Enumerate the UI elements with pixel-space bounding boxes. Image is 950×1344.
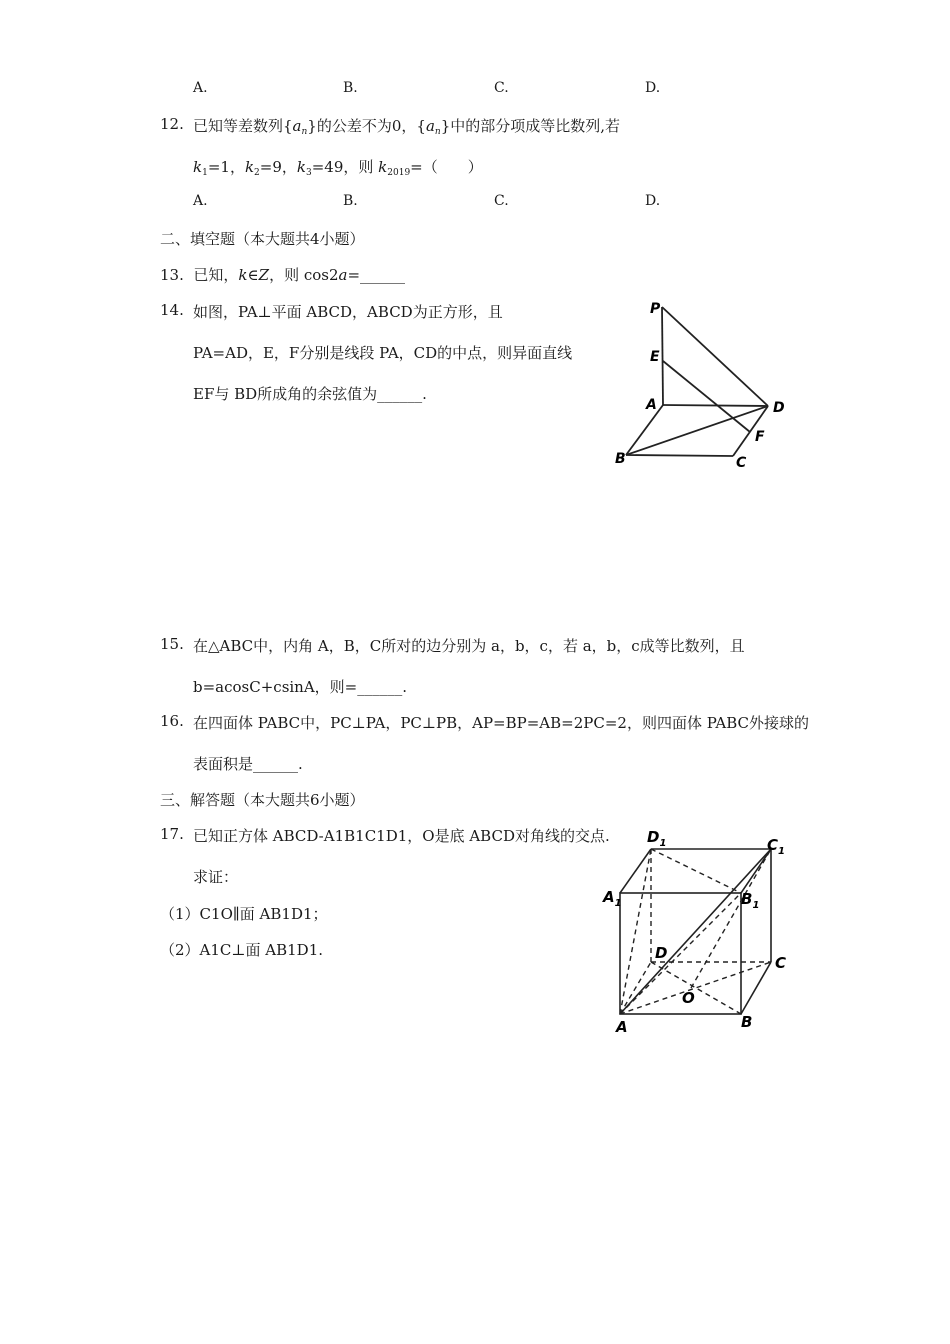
question-text-line3: EF与 BD所成角的余弦值为______. xyxy=(193,385,427,403)
section-heading-fill-in: 二、填空题（本大题共4小题） xyxy=(160,230,365,248)
question-text-line1: 已知等差数列$\{a_n\}$的公差不为0，$\{a_n\}$中的部分项成等比数列,若 xyxy=(193,117,621,137)
question-text-line1: 如图，PA⊥平面 ABCD，ABCD为正方形，且 xyxy=(193,303,503,321)
label-c: C xyxy=(736,455,747,471)
label-b: B xyxy=(615,451,626,467)
q11-option-d: D. xyxy=(645,80,661,96)
section-heading-answer: 三、解答题（本大题共6小题） xyxy=(160,791,365,809)
edge-ab xyxy=(626,405,663,455)
question-text-line2: 表面积是______. xyxy=(193,755,303,773)
prove-label: 求证： xyxy=(193,868,239,886)
question-number: 17. xyxy=(160,825,184,843)
edge-b1c1 xyxy=(741,849,771,893)
proof-item-1: （1）C1O∥面 AB1D1； xyxy=(160,905,328,923)
hidden-ab1 xyxy=(620,893,741,1014)
hidden-diagonal-bd xyxy=(651,962,741,1014)
label-p: P xyxy=(650,301,661,317)
edge-ad xyxy=(663,405,768,406)
edge-pd xyxy=(662,307,768,406)
q12-option-a: A. xyxy=(193,193,208,209)
edge-bc xyxy=(626,455,733,456)
diagonal-ac1 xyxy=(620,849,771,1014)
label-a: A xyxy=(616,1018,628,1036)
question-number: 13. xyxy=(160,266,184,284)
label-e: E xyxy=(650,349,660,365)
q11-option-a: A. xyxy=(193,80,208,96)
hidden-b1d1 xyxy=(651,849,741,893)
question-text-line2: PA=AD，E，F分别是线段 PA，CD的中点，则异面直线 xyxy=(193,344,573,362)
q11-option-c: C. xyxy=(494,80,509,96)
question-number: 15. xyxy=(160,635,184,653)
label-d1: $D_1$ xyxy=(647,828,667,849)
q12-option-b: B. xyxy=(343,193,358,209)
question-text-line1: 在四面体 PABC中，PC⊥PA，PC⊥PB，AP=BP=AB=2PC=2，则四面体 PABC外接球的 xyxy=(193,714,810,732)
question-text-line2: $k_1=1$，$k_2=9$，$k_3=49$，则 $k_{2019}=$（ ） xyxy=(193,158,483,178)
label-d: D xyxy=(773,400,785,416)
label-o: O xyxy=(682,989,695,1007)
hidden-diagonal-ac xyxy=(620,962,771,1014)
question-number: 14. xyxy=(160,301,184,319)
label-f: F xyxy=(755,429,765,445)
segment-ef xyxy=(663,361,750,432)
question-text-line1: 已知正方体 ABCD-A1B1C1D1，O是底 ABCD对角线的交点. xyxy=(193,827,610,845)
question-number: 16. xyxy=(160,712,184,730)
proof-item-2: （2）A1C⊥面 AB1D1. xyxy=(160,941,324,959)
label-a: A xyxy=(646,397,657,413)
q12-option-d: D. xyxy=(645,193,661,209)
label-b1: $B_1$ xyxy=(741,890,760,911)
q11-option-b: B. xyxy=(343,80,358,96)
label-a1: $A_1$ xyxy=(603,888,622,909)
label-b: B xyxy=(741,1013,753,1031)
edge-bd xyxy=(626,406,768,455)
label-c1: $C_1$ xyxy=(767,836,785,857)
hidden-oc1 xyxy=(691,849,771,988)
label-d: D xyxy=(655,944,668,962)
question-13: 13. 已知，k∈Z，则 cos2a=______ xyxy=(160,266,406,284)
edge-pa xyxy=(662,307,663,405)
question-number: 12. xyxy=(160,115,184,133)
pyramid-figure xyxy=(600,295,800,475)
label-c: C xyxy=(775,954,787,972)
edge-bc xyxy=(741,962,771,1014)
q12-option-c: C. xyxy=(494,193,509,209)
question-text-line1: 在△ABC中，内角 A，B，C所对的边分别为 a，b，c，若 a，b，c成等比数列，且 xyxy=(193,637,745,655)
question-text-line2: b=acosC+csinA，则=______. xyxy=(193,678,408,696)
cube-figure xyxy=(595,822,805,1037)
